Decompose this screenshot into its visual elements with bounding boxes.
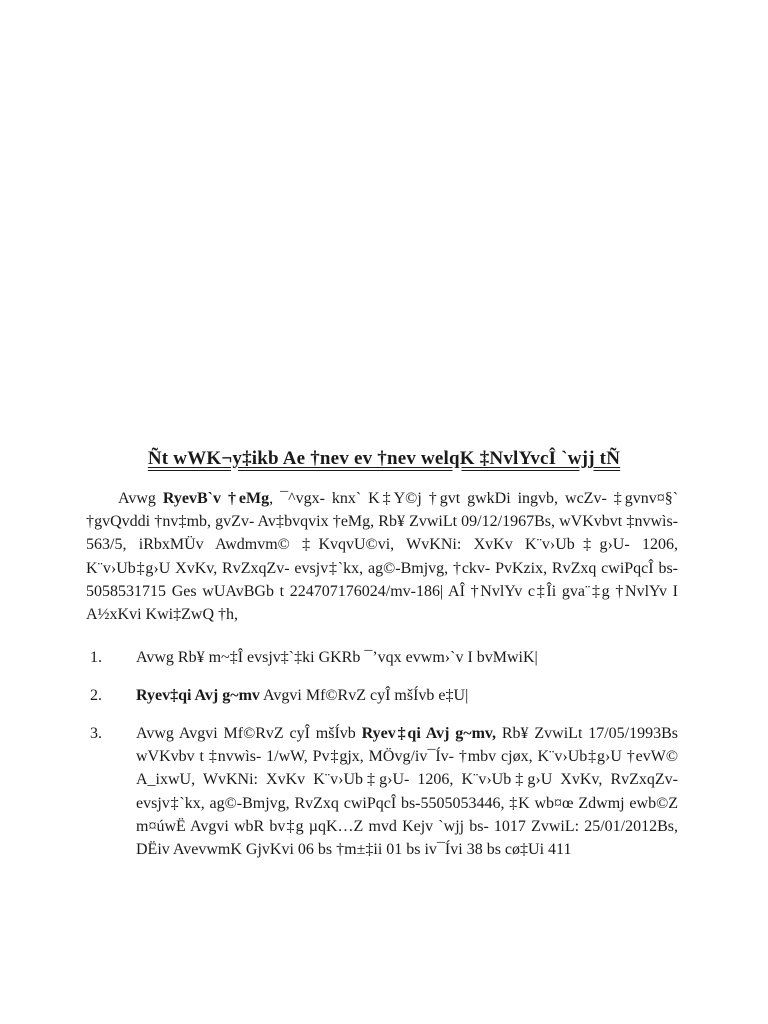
list-item-1 [86,646,678,669]
item-3-text-1: Avwg Avgvi Mf©RvZ cyÎ mšÍvb [136,725,362,742]
son-name: Ryev‡qi Avj g~mv, [361,725,497,742]
item-1-text: Avwg Rb¥ m~‡Î evsjv‡`‡ki GKRb ¯’vqx evwm›`v I bvMwiK| [136,649,538,666]
intro-text-1: Avwg [118,490,163,507]
item-3-text-2: Rb¥ ZvwiLt 17/05/1993Bs wVKvbv t ‡nvwìs- 1/wW, Pv‡gjx, MÖvg/iv¯Ív- †mbv cjøx, K¨v›Ub‡g›U †evW© A_ixwU, WvKNi: XvKv K¨v›Ub‡g›U- 1206, K¨v›Ub‡g›U XvKv, RvZxqZv- evsjv‡`kx, ag©-Bmjvg, RvZxq cwiPqcÎ bs-5505053446, ‡K wb¤œ Zdwmj ewb©Z m¤úwË Avgvi wbR bv‡g µqK…Z mvd Kejv `wjj bs- 1017 ZvwiL: 25/01/2012Bs, DËiv AvevwmK GjvKvi 06 bs †m±‡ii 01 bs iv¯Ívi 38 bs cø‡Ui 411 [136,725,679,859]
list-item-text [136,646,678,669]
document-title-text: Ñt wWK¬y‡ikb Ae †nev ev †nev welqK ‡NvlYvcÎ `wjj tÑ [147,448,621,469]
document-title [0,448,768,470]
son-name: Ryev‡qi Avj g~mv [136,687,260,704]
list-item-3 [86,722,678,861]
list-item-text [136,722,678,861]
list-item-number: 3. [90,725,102,742]
list-item-2 [86,684,678,707]
item-2-text: Avgvi Mf©RvZ cyÎ mšÍvb e‡U| [259,687,469,704]
list-item-number: 1. [90,649,102,666]
intro-text-2: , ¯^vgx- knx` K‡Y©j †gvt gwkDi ingvb, wcZv- ‡gvnv¤§` †gvQvddi †nv‡mb, gvZv- Av‡bvqvix †eMg, Rb¥ ZvwiLt 09/12/1967Bs, wVKvbvt ‡nvwìs- 563/5, iRbxMÜv Awdmvm© ‡KvqvU©vi, WvKNi: XvKv K¨v›Ub‡g›U- 1206, K¨v›Ub‡g›U XvKv, RvZxqZv- evsjv‡`kx, ag©-Bmjvg, †ckv- PvKzix, RvZxq cwiPqcÎ bs- 5058531715 Ges wUAvBGb t 224707176024/mv-186| AÎ †NvlYv c‡Îi gva¨‡g †NvlYv I A½xKvi Kwi‡ZwQ †h, [86,490,679,624]
list-item-number: 2. [90,687,102,704]
intro-paragraph [86,487,678,626]
list-item-text [136,684,678,707]
declarant-name: RyevB`v †eMg [162,490,270,507]
